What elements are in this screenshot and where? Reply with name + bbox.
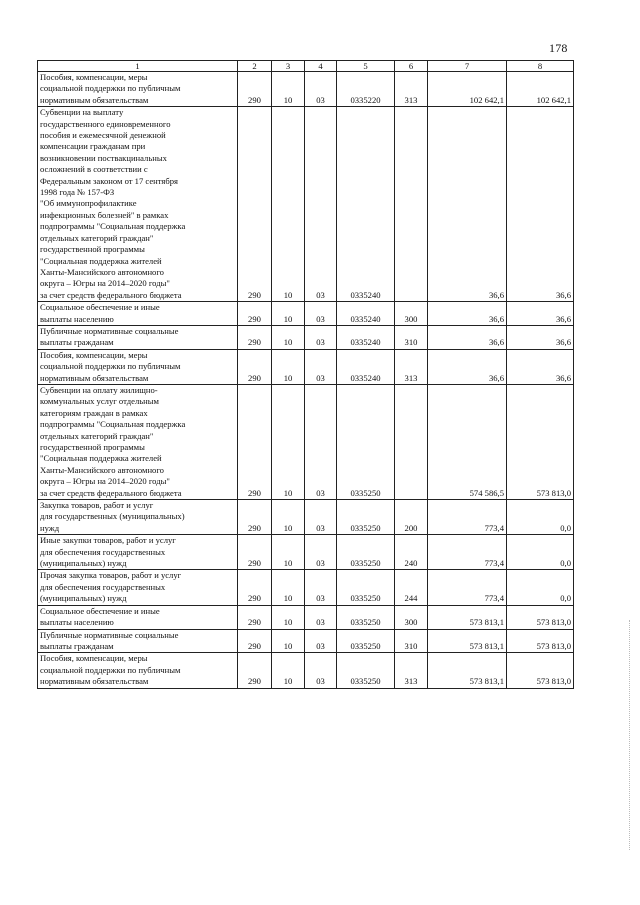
- amount-cell-col8: 36,6: [507, 302, 574, 326]
- amount-cell-col7: 574 586,5: [428, 384, 507, 499]
- code-cell-col2: 290: [238, 535, 272, 570]
- amount-cell-col8: 36,6: [507, 107, 574, 302]
- code-cell-col2: 290: [238, 384, 272, 499]
- table-row: [38, 535, 574, 570]
- row-name-cell: Публичные нормативные социальные выплаты гражданам: [38, 325, 238, 349]
- code-cell-col5: 0335250: [337, 384, 395, 499]
- code-cell-col4: 03: [305, 570, 337, 605]
- amount-cell-col8: 573 813,0: [507, 384, 574, 499]
- code-cell-col2: 290: [238, 349, 272, 384]
- row-name-cell: Субвенции на оплату жилищно- коммунальных услуг отдельным категориям граждан в рамках подпрограммы "Социальная поддержка отдельных категорий граждан" государственной программы "Социальная поддержка жителей Ханты-Мансийского автономного округа – Югры на 2014–2020 годы" за счет средств федерального бюджета: [38, 384, 238, 499]
- code-cell-col5: 0335240: [337, 302, 395, 326]
- code-cell-col3: 10: [272, 605, 305, 629]
- code-cell-col3: 10: [272, 302, 305, 326]
- amount-cell-col7: 573 813,1: [428, 629, 507, 653]
- code-cell-col5: 0335250: [337, 653, 395, 688]
- code-cell-col2: 290: [238, 107, 272, 302]
- header-cell: 3: [272, 61, 305, 72]
- code-cell-col3: 10: [272, 107, 305, 302]
- row-name-cell: Субвенции на выплату государственного единовременного пособия и ежемесячной денежной компенсации гражданам при возникновении поствакцинальных осложнений в соответствии с Федеральным законом от 17 сентября 1998 года № 157-ФЗ "Об иммунопрофилактике инфекционных болезней" в рамках подпрограммы "Социальная поддержка отдельных категорий граждан" государственной программы "Социальная поддержка жителей Ханты-Мансийского автономного округа – Югры на 2014–2020 годы" за счет средств федерального бюджета: [38, 107, 238, 302]
- page-number: 178: [549, 41, 568, 55]
- amount-cell-col7: 36,6: [428, 349, 507, 384]
- code-cell-col5: 0335220: [337, 72, 395, 107]
- code-cell-col4: 03: [305, 535, 337, 570]
- code-cell-col2: 290: [238, 605, 272, 629]
- code-cell-col6: 310: [395, 325, 428, 349]
- code-cell-col6: 310: [395, 629, 428, 653]
- header-cell: 6: [395, 61, 428, 72]
- code-cell-col5: 0335240: [337, 349, 395, 384]
- table-row: [38, 570, 574, 605]
- table-row: [38, 349, 574, 384]
- code-cell-col6: 300: [395, 605, 428, 629]
- code-cell-col4: 03: [305, 605, 337, 629]
- code-cell-col4: 03: [305, 653, 337, 688]
- code-cell-col3: 10: [272, 535, 305, 570]
- code-cell-col6: 300: [395, 302, 428, 326]
- code-cell-col3: 10: [272, 384, 305, 499]
- code-cell-col5: 0335250: [337, 629, 395, 653]
- amount-cell-col7: 573 813,1: [428, 653, 507, 688]
- code-cell-col4: 03: [305, 325, 337, 349]
- amount-cell-col7: 36,6: [428, 325, 507, 349]
- row-name-cell: Социальное обеспечение и иные выплаты населению: [38, 605, 238, 629]
- table-row: [38, 107, 574, 302]
- code-cell-col5: 0335250: [337, 500, 395, 535]
- code-cell-col6: [395, 107, 428, 302]
- code-cell-col6: [395, 384, 428, 499]
- code-cell-col2: 290: [238, 629, 272, 653]
- code-cell-col3: 10: [272, 325, 305, 349]
- code-cell-col6: 240: [395, 535, 428, 570]
- code-cell-col5: 0335240: [337, 325, 395, 349]
- row-name-cell: Пособия, компенсации, меры социальной поддержки по публичным нормативным обязательствам: [38, 653, 238, 688]
- code-cell-col6: 313: [395, 72, 428, 107]
- amount-cell-col7: 36,6: [428, 107, 507, 302]
- row-name-cell: Пособия, компенсации, меры социальной поддержки по публичным нормативным обязательствам: [38, 72, 238, 107]
- code-cell-col4: 03: [305, 349, 337, 384]
- code-cell-col6: 200: [395, 500, 428, 535]
- header-cell: 8: [507, 61, 574, 72]
- scan-margin-marks: [628, 620, 630, 850]
- amount-cell-col8: 36,6: [507, 349, 574, 384]
- code-cell-col5: 0335250: [337, 535, 395, 570]
- table-row: [38, 629, 574, 653]
- row-name-cell: Публичные нормативные социальные выплаты гражданам: [38, 629, 238, 653]
- header-cell: 4: [305, 61, 337, 72]
- header-cell: 7: [428, 61, 507, 72]
- header-cell: 1: [38, 61, 238, 72]
- code-cell-col3: 10: [272, 349, 305, 384]
- amount-cell-col8: 36,6: [507, 325, 574, 349]
- code-cell-col4: 03: [305, 629, 337, 653]
- code-cell-col2: 290: [238, 325, 272, 349]
- amount-cell-col7: 102 642,1: [428, 72, 507, 107]
- code-cell-col4: 03: [305, 302, 337, 326]
- code-cell-col2: 290: [238, 72, 272, 107]
- table-body: [38, 72, 574, 689]
- amount-cell-col8: 102 642,1: [507, 72, 574, 107]
- row-name-cell: Иные закупки товаров, работ и услуг для обеспечения государственных (муниципальных) нужд: [38, 535, 238, 570]
- code-cell-col2: 290: [238, 302, 272, 326]
- table-row: [38, 72, 574, 107]
- header-cell: 2: [238, 61, 272, 72]
- code-cell-col6: 313: [395, 653, 428, 688]
- code-cell-col2: 290: [238, 500, 272, 535]
- header-cell: 5: [337, 61, 395, 72]
- code-cell-col4: 03: [305, 384, 337, 499]
- row-name-cell: Закупка товаров, работ и услуг для государственных (муниципальных) нужд: [38, 500, 238, 535]
- table-row: [38, 653, 574, 688]
- row-name-cell: Социальное обеспечение и иные выплаты населению: [38, 302, 238, 326]
- code-cell-col2: 290: [238, 570, 272, 605]
- code-cell-col6: 244: [395, 570, 428, 605]
- amount-cell-col7: 773,4: [428, 535, 507, 570]
- table-row: [38, 605, 574, 629]
- code-cell-col3: 10: [272, 72, 305, 107]
- amount-cell-col7: 36,6: [428, 302, 507, 326]
- code-cell-col4: 03: [305, 500, 337, 535]
- code-cell-col2: 290: [238, 653, 272, 688]
- amount-cell-col8: 573 813,0: [507, 605, 574, 629]
- table-row: [38, 384, 574, 499]
- amount-cell-col8: 573 813,0: [507, 653, 574, 688]
- amount-cell-col8: 0,0: [507, 535, 574, 570]
- table-row: [38, 302, 574, 326]
- table-row: [38, 325, 574, 349]
- amount-cell-col7: 773,4: [428, 570, 507, 605]
- code-cell-col5: 0335240: [337, 107, 395, 302]
- code-cell-col6: 313: [395, 349, 428, 384]
- amount-cell-col7: 573 813,1: [428, 605, 507, 629]
- code-cell-col3: 10: [272, 500, 305, 535]
- row-name-cell: Пособия, компенсации, меры социальной поддержки по публичным нормативным обязательствам: [38, 349, 238, 384]
- amount-cell-col8: 573 813,0: [507, 629, 574, 653]
- amount-cell-col8: 0,0: [507, 500, 574, 535]
- amount-cell-col8: 0,0: [507, 570, 574, 605]
- code-cell-col3: 10: [272, 629, 305, 653]
- budget-table: [37, 60, 574, 689]
- code-cell-col5: 0335250: [337, 605, 395, 629]
- table-header-row: [38, 61, 574, 72]
- code-cell-col3: 10: [272, 570, 305, 605]
- row-name-cell: Прочая закупка товаров, работ и услуг для обеспечения государственных (муниципальных) нужд: [38, 570, 238, 605]
- code-cell-col3: 10: [272, 653, 305, 688]
- code-cell-col4: 03: [305, 72, 337, 107]
- amount-cell-col7: 773,4: [428, 500, 507, 535]
- code-cell-col4: 03: [305, 107, 337, 302]
- code-cell-col5: 0335250: [337, 570, 395, 605]
- table-row: [38, 500, 574, 535]
